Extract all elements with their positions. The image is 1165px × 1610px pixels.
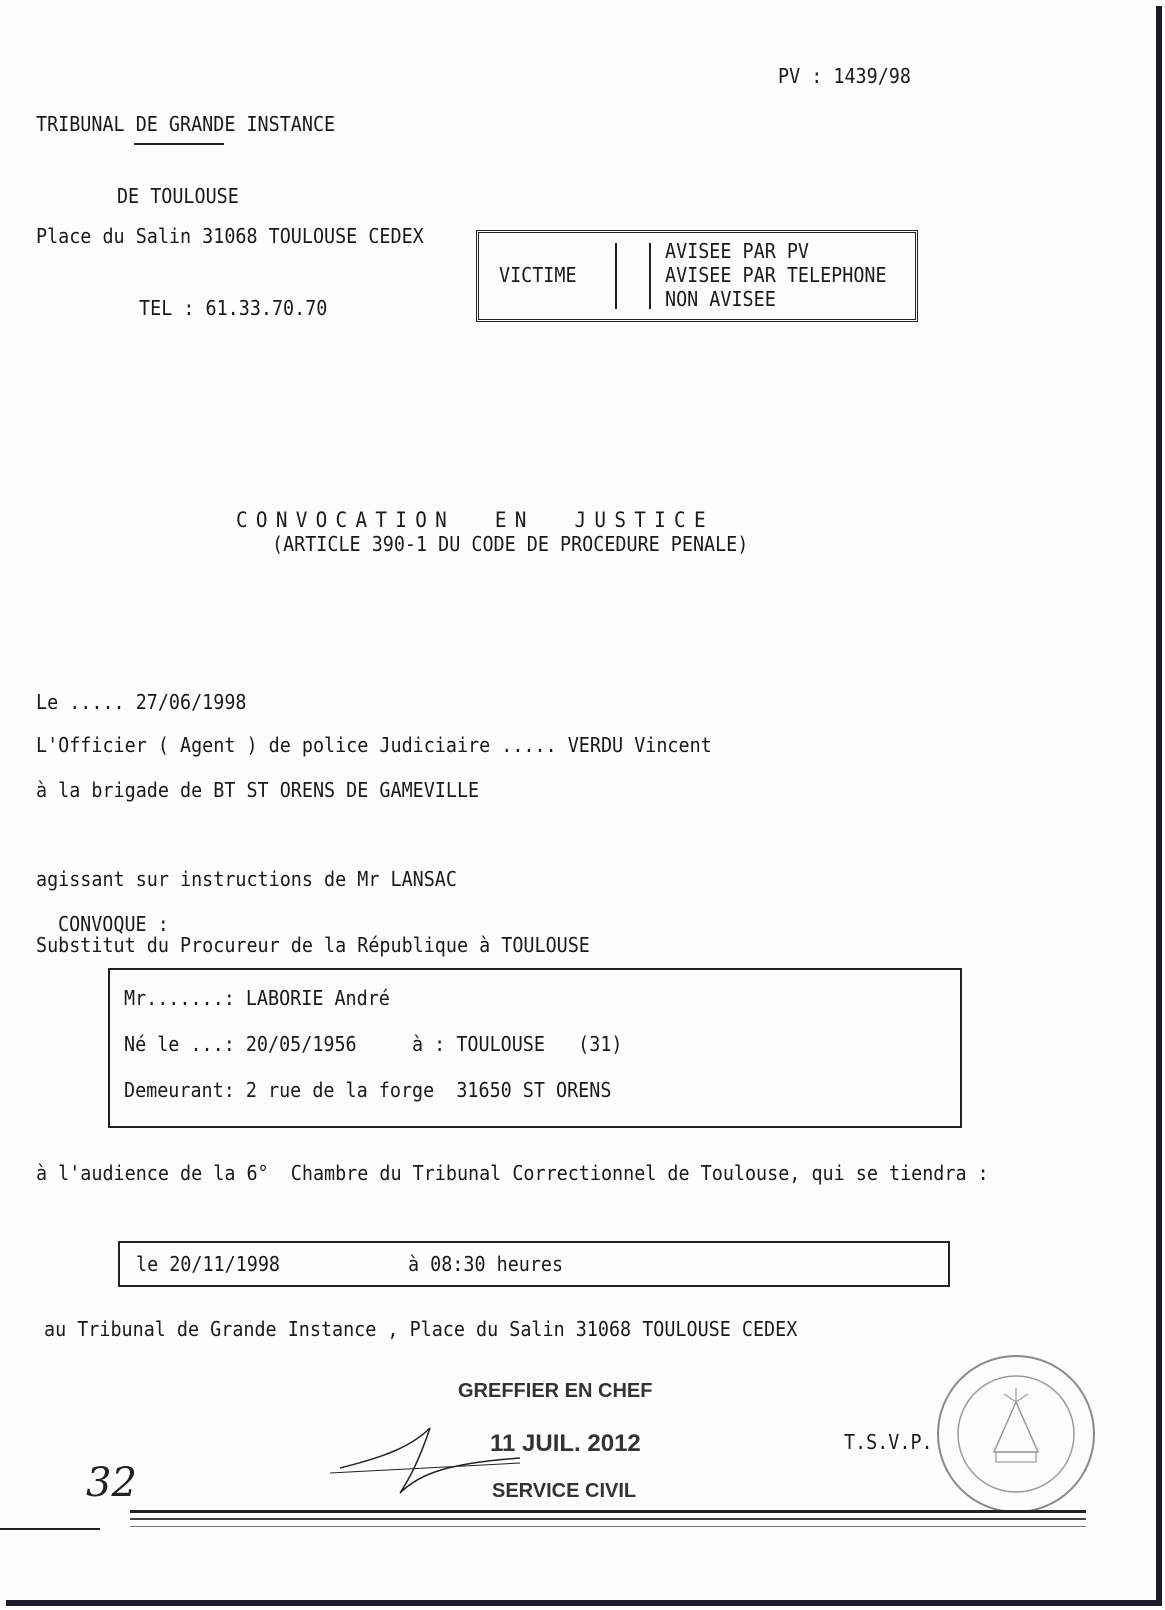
bottom-rule	[130, 1518, 1086, 1520]
officer-line: L'Officier ( Agent ) de police Judiciaire ..... VERDU Vincent	[36, 733, 712, 757]
court-address	[36, 176, 424, 368]
victim-notice-box	[476, 230, 918, 322]
bottom-rule	[130, 1510, 1086, 1513]
victim-option-none: NON AVISEE	[665, 287, 776, 311]
service-stamp: SERVICE CIVIL	[492, 1480, 637, 1502]
hearing-date: le 20/11/1998	[136, 1252, 281, 1276]
bottom-left-rule	[0, 1528, 100, 1530]
brigade-line: à la brigade de BT ST ORENS DE GAMEVILLE	[36, 778, 480, 802]
phone-line: TEL : 61.33.70.70	[139, 296, 328, 320]
court-name-line1: TRIBUNAL DE GRANDE INSTANCE	[36, 112, 336, 136]
person-birth: Né le ...: 20/05/1956 à : TOULOUSE (31)	[124, 1032, 623, 1056]
victim-option-pv: AVISEE PAR PV	[665, 239, 810, 263]
document-subtitle: (ARTICLE 390-1 DU CODE DE PROCEDURE PENALE)	[272, 532, 749, 556]
divider	[649, 243, 651, 309]
date-line: Le ..... 27/06/1998	[36, 690, 247, 714]
header-divider	[134, 143, 224, 145]
address-line: Place du Salin 31068 TOULOUSE CEDEX	[36, 224, 424, 248]
court-name-line2: DE TOULOUSE	[116, 184, 239, 208]
instructions-line1: agissant sur instructions de Mr LANSAC	[36, 867, 457, 891]
person-residence: Demeurant: 2 rue de la forge 31650 ST ORENS	[124, 1078, 612, 1102]
stamp-date: 11 JUIL. 2012	[490, 1430, 641, 1457]
greffier-stamp: GREFFIER EN CHEF	[458, 1380, 653, 1402]
instructions-line2: Substitut du Procureur de la République à TOULOUSE	[36, 933, 590, 957]
victim-option-phone: AVISEE PAR TELEPHONE	[665, 263, 887, 287]
court-seal-icon	[934, 1352, 1098, 1516]
bottom-rule	[130, 1526, 1086, 1527]
victim-label: VICTIME	[499, 263, 577, 287]
audience-line: à l'audience de la 6° Chambre du Tribunal Correctionnel de Toulouse, qui se tiendra :	[36, 1161, 989, 1185]
hearing-box	[118, 1241, 950, 1287]
divider	[615, 243, 617, 309]
hearing-time: à 08:30 heures	[408, 1252, 564, 1276]
victim-options	[665, 239, 887, 311]
location-line: au Tribunal de Grande Instance , Place du Salin 31068 TOULOUSE CEDEX	[44, 1317, 798, 1341]
person-box	[108, 968, 962, 1128]
signature	[320, 1418, 540, 1498]
document-title: CONVOCATION EN JUSTICE	[236, 508, 714, 532]
pv-number: PV : 1439/98	[778, 64, 911, 88]
handwritten-number: 32	[86, 1460, 137, 1506]
convoque-label: CONVOQUE :	[58, 912, 169, 936]
tsvp: T.S.V.P.	[844, 1430, 933, 1454]
person-name: Mr.......: LABORIE André	[124, 986, 390, 1010]
